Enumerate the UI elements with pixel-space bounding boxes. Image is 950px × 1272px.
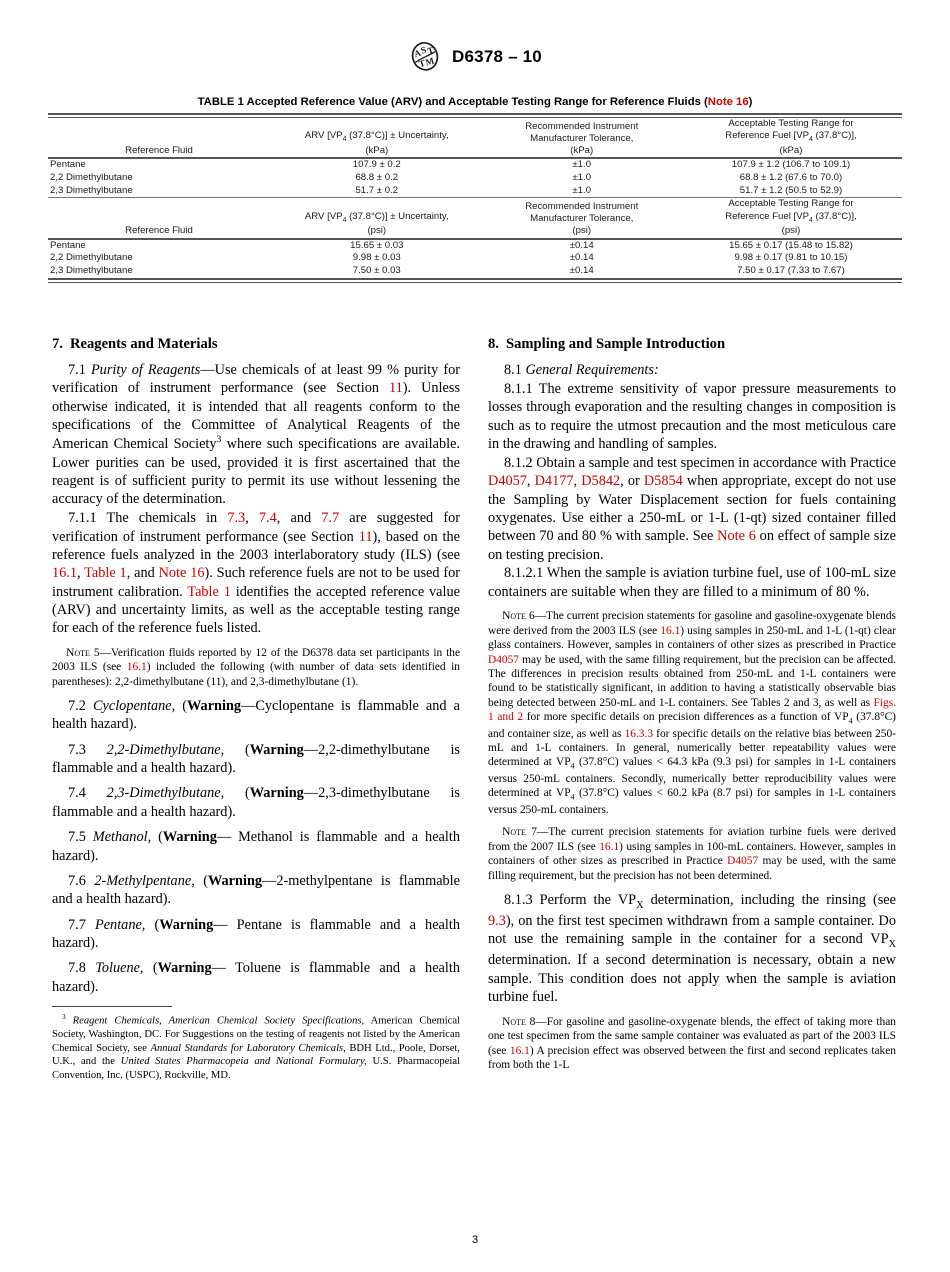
header-arv-psi-unit: (psi) bbox=[367, 225, 387, 237]
note-7-c: may be used, with the same filling requirement, but the precision has not been determined. bbox=[488, 855, 896, 882]
header-arv-kpa-unit: (kPa) bbox=[365, 145, 389, 157]
cell-fluid: 2,3 Dimethylbutane bbox=[50, 265, 133, 276]
p-7-2-open: ( bbox=[175, 698, 188, 715]
header-arv-psi-a: ARV [VP bbox=[304, 210, 343, 222]
section-7-number: 7. bbox=[52, 336, 63, 352]
p-7-1-b: ). Unless otherwise indicated, it is intended that all reagents conform to the specifications of the Committee of Analytical Reagents of the American Chemical Society bbox=[52, 380, 461, 453]
cell-fluid: Pentane bbox=[50, 159, 86, 171]
note-6-e: (37.8°C) and container size, as well as bbox=[488, 710, 896, 740]
cell-fluid: 2,2 Dimethylbutane bbox=[50, 172, 133, 184]
p-7-1-1-d: are suggested for verification of instrument performance (see Section bbox=[52, 510, 460, 545]
ref-section-11-b[interactable]: 11 bbox=[358, 528, 373, 545]
table-header-row-kpa bbox=[48, 118, 902, 159]
p-7-1-1-e: ), based on the reference fuels analyzed in the 2003 interlaboratory study (ILS) (see bbox=[52, 528, 461, 563]
header-arv-psi-sub: 4 bbox=[342, 216, 347, 224]
svg-text:M: M bbox=[424, 55, 436, 68]
section-8-number: 8. bbox=[488, 336, 499, 352]
paragraph-8-1-1 bbox=[488, 380, 896, 453]
paragraph-7-1-1 bbox=[52, 509, 460, 638]
section-8-heading bbox=[488, 336, 896, 353]
header-reference-fluid-kpa: Reference Fluid bbox=[125, 145, 193, 157]
header-arv-psi bbox=[270, 198, 484, 238]
header-arv-kpa-sub: 4 bbox=[342, 136, 347, 144]
warning-label: Warning bbox=[159, 916, 214, 933]
paragraph-7-5 bbox=[52, 828, 460, 865]
ref-d4057-note6[interactable]: D4057 bbox=[488, 653, 520, 666]
header-range-kpa-l1: Acceptable Testing Range for bbox=[728, 118, 854, 130]
p-7-5-dash: — bbox=[216, 829, 239, 846]
note-7-number: 7— bbox=[525, 826, 549, 839]
note-6-g: (37.8°C) values < 64.3 kPa (9.3 psi) for samples in 1-L containers versus 250-mL containers. Secondly, numerically better reproducibility values were determined at VP bbox=[488, 756, 896, 800]
cell-range: 51.7 ± 1.2 (50.5 to 52.9) bbox=[739, 184, 843, 196]
ref-d5854[interactable]: D5854 bbox=[643, 473, 683, 490]
table-1-container bbox=[48, 96, 902, 283]
note-7-b: ) using samples in 100-mL containers. However, samples in containers of other sizes as prescribed in Practice bbox=[488, 840, 896, 868]
p-8-1-3-c: ), on the first test specimen withdrawn from a sample container. Do not use the remaining sample in the container for a second VP bbox=[488, 913, 896, 948]
header-tolerance-psi-unit: (psi) bbox=[572, 225, 592, 237]
section-7-heading bbox=[52, 336, 460, 353]
p-7-5-number: 7.5 bbox=[68, 829, 86, 846]
p-7-2-number: 7.2 bbox=[68, 698, 86, 715]
header-tolerance-kpa bbox=[484, 118, 680, 159]
cell-arv: 7.50 ± 0.03 bbox=[352, 265, 401, 276]
p-8-1-italic: General Requirements: bbox=[525, 362, 659, 378]
ref-7-7[interactable]: 7.7 bbox=[321, 510, 340, 527]
p-8-1-3-a: Perform the VP bbox=[532, 891, 637, 908]
cell-tolerance: ±1.0 bbox=[572, 159, 592, 171]
paragraph-7-8 bbox=[52, 959, 460, 996]
paragraph-8-1-2 bbox=[488, 454, 896, 564]
note-5-label: Note bbox=[66, 645, 90, 659]
table-row bbox=[48, 159, 902, 172]
ref-section-11[interactable]: 11 bbox=[388, 380, 403, 397]
paragraph-7-6 bbox=[52, 872, 460, 909]
p-7-6-dash: — bbox=[262, 872, 277, 889]
cell-arv: 68.8 ± 0.2 bbox=[355, 172, 399, 184]
p-7-8-dash: — bbox=[211, 960, 235, 977]
p-8-1-1-number: 8.1.1 bbox=[504, 380, 533, 397]
p-8-1-2-e: when appropriate, except do not use the Sampling by Water Displacement section for fuels containing oxygenates. Use either a 250-mL or 1-L (1-qt) sized container filled between 70 and 80 % with sample. See bbox=[488, 473, 896, 545]
header-arv-kpa bbox=[270, 118, 484, 159]
header-range-psi-l2a: Reference Fuel [VP bbox=[725, 210, 809, 222]
ref-figs-1-2[interactable]: Figs. 1 and 2 bbox=[488, 696, 896, 723]
p-7-7-name: Pentane, bbox=[94, 916, 146, 933]
header-tolerance-kpa-l2: Manufacturer Tolerance, bbox=[530, 132, 634, 144]
p-8-1-2-1-text: When the sample is aviation turbine fuel, use of 100-mL size containers are suitable when they are filled to a minimum of 80 %. bbox=[488, 565, 896, 600]
footnote-text-2: BDH Ltd., Poole, Dorset, U.K., and the bbox=[52, 1042, 460, 1068]
svg-text:S: S bbox=[419, 44, 428, 56]
ref-7-3[interactable]: 7.3 bbox=[227, 510, 246, 527]
p-7-3-number: 7.3 bbox=[68, 741, 86, 758]
header-arv-kpa-a: ARV [VP bbox=[304, 130, 343, 142]
note-8-label: Note bbox=[502, 1014, 526, 1028]
note-7 bbox=[488, 825, 896, 883]
p-7-6-number: 7.6 bbox=[68, 872, 86, 889]
cell-range: 68.8 ± 1.2 (67.6 to 70.0) bbox=[739, 172, 843, 184]
table-1-caption bbox=[48, 96, 902, 108]
note-5-b: ) included the following (with number of data sets identified in parentheses): 2,2-dimethylbutane (11), and 2,3-dimethylbutane (1). bbox=[52, 661, 460, 688]
p-8-1-3-sub-1: X bbox=[636, 899, 644, 911]
note-7-label: Note bbox=[502, 825, 526, 839]
table-row bbox=[48, 185, 902, 198]
table-caption-close: ) bbox=[748, 96, 753, 108]
note-6-sub-2: 4 bbox=[570, 761, 575, 771]
svg-text:A: A bbox=[412, 47, 423, 60]
p-8-1-2-c: , bbox=[573, 473, 582, 490]
p-8-1-3-b: determination, including the rinsing (see bbox=[643, 891, 896, 908]
warning-label: Warning bbox=[208, 872, 263, 889]
note-5 bbox=[52, 646, 460, 689]
header-arv-kpa-b: (37.8°C)] ± Uncertainty, bbox=[346, 130, 449, 142]
warning-label: Warning bbox=[249, 785, 304, 802]
p-7-1-c: where such specifications are available. Lower purities can be used, provided it is first ascertained that the reagent is of sufficient purity to permit its use without lessening the accuracy of the determination. bbox=[52, 436, 460, 508]
cell-arv: 9.98 ± 0.03 bbox=[352, 252, 401, 264]
p-7-1-italic-lead: Purity of Reagents bbox=[90, 362, 201, 378]
table-header-row-psi bbox=[48, 198, 902, 238]
cell-fluid: 2,3 Dimethylbutane bbox=[50, 184, 133, 196]
cell-arv: 51.7 ± 0.2 bbox=[355, 184, 399, 196]
p-7-4-dash: — bbox=[303, 785, 319, 802]
header-tolerance-psi-l2: Manufacturer Tolerance, bbox=[530, 213, 634, 225]
p-7-4-name: 2,3-Dimethylbutane, bbox=[106, 785, 225, 802]
section-7-title: Reagents and Materials bbox=[69, 336, 218, 352]
p-8-1-3-number: 8.1.3 bbox=[504, 891, 533, 908]
paragraph-7-2 bbox=[52, 697, 460, 734]
note-8-number: 8— bbox=[525, 1015, 547, 1028]
section-8-title: Sampling and Sample Introduction bbox=[505, 336, 726, 352]
header-range-kpa-sub: 4 bbox=[809, 136, 813, 144]
note-6-d: for more specific details on precision differences as a function of VP bbox=[523, 710, 849, 723]
note-8 bbox=[488, 1015, 896, 1073]
note-6-c: may be used, with the same filling requirement, but the precision can be affected. The differences in precision results obtained from 250-mL and 1-L containers were found to be statistically significant, in addition to having a statistically observable bias being detected between 250-mL and 1-L containers. See Tables 2 and 3, as well as bbox=[488, 653, 896, 709]
p-7-5-text: Methanol is flammable and a health hazard). bbox=[52, 829, 460, 864]
footnote-separator bbox=[52, 1006, 172, 1007]
cell-range: 107.9 ± 1.2 (106.7 to 109.1) bbox=[731, 159, 851, 171]
p-7-3-dash: — bbox=[303, 741, 319, 758]
note-6 bbox=[488, 609, 896, 817]
footnote-3-marker: 3 bbox=[62, 1013, 66, 1022]
ref-16-3-3[interactable]: 16.3.3 bbox=[624, 727, 654, 740]
p-7-6-name: 2-Methylpentane, bbox=[94, 872, 195, 889]
warning-label: Warning bbox=[249, 741, 304, 758]
header-range-psi-sub: 4 bbox=[809, 216, 813, 224]
footnote-3 bbox=[52, 1013, 460, 1082]
paragraph-7-7 bbox=[52, 916, 460, 953]
ref-d4057[interactable]: D4057 bbox=[488, 473, 527, 490]
p-7-3-name: 2,2-Dimethylbutane, bbox=[106, 741, 225, 758]
ref-table-1[interactable]: Table 1 bbox=[84, 565, 127, 582]
paragraph-8-1 bbox=[488, 361, 896, 379]
p-7-8-name: Toluene, bbox=[95, 960, 144, 977]
cell-range: 15.65 ± 0.17 (15.48 to 15.82) bbox=[729, 239, 853, 251]
p-8-1-2-b: , bbox=[526, 473, 535, 490]
note-5-number: 5— bbox=[89, 646, 111, 659]
note-7-a: The current precision statements for aviation turbine fuels were derived from the 2007 ILS (see bbox=[488, 826, 896, 853]
header-tolerance-kpa-unit: (kPa) bbox=[570, 145, 594, 157]
p-8-1-2-a: Obtain a sample and test specimen in accordance with Practice bbox=[532, 454, 896, 471]
cell-arv: 15.65 ± 0.03 bbox=[350, 239, 404, 251]
cell-arv: 107.9 ± 0.2 bbox=[352, 159, 401, 171]
p-8-1-2-number: 8.1.2 bbox=[504, 454, 533, 471]
cell-tolerance: ±0.14 bbox=[569, 265, 594, 276]
footnote-title-1: Reagent Chemicals, American Chemical Society Specifications bbox=[72, 1015, 362, 1027]
note-6-h: (37.8°C) values < 60.2 kPa (8.7 psi) for samples in 1-L containers versus 250-mL containers. bbox=[488, 787, 896, 816]
note-8-b: ) A precision effect was observed between the first and second replicates taken from both the 1-L bbox=[488, 1044, 897, 1071]
ref-7-4[interactable]: 7.4 bbox=[258, 510, 277, 527]
p-7-8-number: 7.8 bbox=[68, 960, 86, 977]
note-5-a: Verification fluids reported by 12 of the D6378 data set participants in the 2003 ILS (see bbox=[52, 646, 461, 674]
table-bottom-rule bbox=[48, 279, 902, 283]
p-7-1-1-f: , bbox=[77, 565, 85, 582]
header-range-kpa-l2b: (37.8°C)], bbox=[812, 130, 857, 142]
p-7-2-dash: — bbox=[241, 698, 256, 715]
paragraph-7-3 bbox=[52, 741, 460, 778]
left-column bbox=[52, 336, 460, 1082]
p-7-2-name: Cyclopentane, bbox=[92, 698, 176, 715]
p-7-1-1-h: ). Such reference fuels are not to be used for instrument calibration. bbox=[52, 565, 461, 600]
warning-label: Warning bbox=[157, 960, 212, 977]
ref-table-1-b[interactable]: Table 1 bbox=[187, 583, 231, 600]
ref-note-6[interactable]: Note 6 bbox=[717, 528, 756, 545]
header-tolerance-kpa-l1: Recommended Instrument bbox=[525, 120, 639, 132]
p-7-4-text: 2,3-dimethylbutane is flammable and a health hazard). bbox=[52, 785, 460, 820]
p-7-6-open: ( bbox=[194, 872, 209, 889]
header-range-psi-l1: Acceptable Testing Range for bbox=[728, 198, 854, 210]
p-7-8-text: Toluene is flammable and a health hazard). bbox=[52, 960, 460, 995]
header-tolerance-psi bbox=[484, 198, 680, 238]
p-7-1-a: —Use chemicals of at least 99 % purity for verification of instrument performance (see Section bbox=[52, 362, 460, 397]
page-number: 3 bbox=[471, 1234, 479, 1246]
p-7-1-1-a: The chemicals in bbox=[96, 510, 228, 527]
header-arv-psi-b: (37.8°C)] ± Uncertainty, bbox=[346, 210, 449, 222]
p-7-8-open: ( bbox=[143, 960, 158, 977]
table-row bbox=[48, 265, 902, 279]
footnote-title-2: Annual Standards for Laboratory Chemicals, bbox=[150, 1042, 346, 1054]
table-row bbox=[48, 240, 902, 253]
header-range-kpa-unit: (kPa) bbox=[779, 145, 803, 157]
p-7-1-1-number: 7.1.1 bbox=[68, 510, 97, 527]
paragraph-8-1-2-1 bbox=[488, 564, 896, 601]
p-7-1-1-c: , and bbox=[276, 510, 322, 527]
note-6-b: ) using samples in 250-mL and 1-L (1-qt) clear glass containers. However, samples in containers of other sizes as prescribed in Practice bbox=[488, 624, 896, 652]
page-header bbox=[0, 0, 950, 82]
cell-range: 7.50 ± 0.17 (7.33 to 7.67) bbox=[737, 265, 845, 276]
p-7-1-number: 7.1 bbox=[68, 362, 86, 378]
p-7-7-open: ( bbox=[145, 916, 160, 933]
table-row bbox=[48, 252, 902, 265]
p-7-1-1-g: , and bbox=[126, 565, 159, 582]
note-6-label: Note bbox=[502, 609, 526, 623]
p-7-2-text: Cyclopentane is flammable and a health hazard). bbox=[52, 698, 461, 733]
right-column bbox=[488, 336, 896, 1082]
p-7-5-name: Methanol, bbox=[92, 829, 152, 846]
header-range-psi bbox=[680, 198, 902, 238]
p-7-1-1-i: identifies the accepted reference value (ARV) and uncertainty limits, as well as the acceptable testing range for each of the reference fuels listed. bbox=[52, 583, 460, 637]
ref-9-3[interactable]: 9.3 bbox=[488, 913, 506, 930]
warning-label: Warning bbox=[187, 698, 242, 715]
p-8-1-2-1-number: 8.1.2.1 bbox=[504, 565, 544, 582]
p-8-1-number: 8.1 bbox=[504, 362, 522, 378]
p-7-7-text: Pentane is flammable and a health hazard). bbox=[52, 916, 460, 951]
svg-text:T: T bbox=[426, 44, 436, 57]
note-6-number: 6— bbox=[525, 610, 547, 623]
p-8-1-3-sub-2: X bbox=[888, 939, 896, 951]
document-designation: D6378 – 10 bbox=[452, 47, 542, 66]
table-1 bbox=[48, 113, 902, 283]
cell-fluid: 2,2 Dimethylbutane bbox=[50, 252, 133, 264]
header-range-kpa-l2a: Reference Fuel [VP bbox=[725, 130, 809, 142]
cell-tolerance: ±0.14 bbox=[569, 239, 594, 251]
p-7-7-dash: — bbox=[213, 916, 237, 933]
table-caption-main: TABLE 1 Accepted Reference Value (ARV) and Acceptable Testing Range for Reference Fluids ( bbox=[197, 96, 708, 108]
p-7-6-text: 2-methylpentane is flammable and a health hazard). bbox=[52, 872, 461, 908]
cell-range: 9.98 ± 0.17 (9.81 to 10.15) bbox=[734, 252, 848, 264]
header-range-psi-unit: (psi) bbox=[781, 225, 801, 237]
cell-tolerance: ±1.0 bbox=[572, 172, 592, 184]
cell-tolerance: ±1.0 bbox=[572, 184, 592, 196]
note-8-a: For gasoline and gasoline-oxygenate blends, the effect of taking more than one test specimen from the same sample container was evaluated as part of the 2003 ILS (see bbox=[488, 1015, 896, 1057]
ref-16-1-note8[interactable]: 16.1 bbox=[509, 1044, 530, 1057]
ref-16-1-note5[interactable]: 16.1 bbox=[126, 661, 147, 674]
paragraph-7-1 bbox=[52, 361, 460, 509]
note-6-a: The current precision statements for gasoline and gasoline-oxygenate blends were derived from the 2003 ILS (see bbox=[488, 610, 896, 637]
footnote-marker-3[interactable]: 3 bbox=[216, 434, 222, 446]
p-7-7-number: 7.7 bbox=[68, 916, 86, 933]
ref-d4057-note7[interactable]: D4057 bbox=[727, 855, 759, 868]
p-7-4-open: ( bbox=[224, 785, 250, 802]
p-8-1-2-d: , or bbox=[620, 473, 644, 490]
cell-tolerance: ±0.14 bbox=[569, 252, 594, 264]
astm-logo-icon bbox=[408, 40, 442, 74]
p-7-3-open: ( bbox=[224, 741, 250, 758]
cell-fluid: Pentane bbox=[50, 239, 86, 251]
ref-d4177[interactable]: D4177 bbox=[534, 473, 574, 490]
note-6-sub-1: 4 bbox=[848, 716, 853, 726]
table-row bbox=[48, 172, 902, 185]
body-columns bbox=[0, 336, 950, 1082]
footnote-text-3: U.S. Pharmacopeial Convention, Inc. (USPC), Rockville, MD. bbox=[52, 1056, 460, 1081]
p-7-5-open: ( bbox=[151, 829, 163, 846]
table-caption-note-ref: Note 16 bbox=[707, 96, 749, 108]
footnote-text-1: , American Chemical Society, Washington, DC. For Suggestions on the testing of reagents not listed by the American Chemical Society, see bbox=[52, 1015, 460, 1054]
note-6-f: for specific details on the relative bias between 250-mL and 1-L containers. In general, numerically better repeatability values were determined at VP bbox=[488, 727, 896, 769]
header-tolerance-psi-l1: Recommended Instrument bbox=[525, 200, 639, 212]
ref-d5842[interactable]: D5842 bbox=[581, 473, 621, 490]
svg-text:T: T bbox=[417, 57, 427, 70]
ref-note-16[interactable]: Note 16 bbox=[158, 565, 205, 582]
paragraph-7-4 bbox=[52, 784, 460, 821]
p-8-1-3-d: determination. If a second determination is necessary, obtain a new sample. This condition does not apply when the sample is aviation turbine fuel. bbox=[488, 952, 896, 1006]
ref-16-1-note6[interactable]: 16.1 bbox=[660, 624, 681, 637]
ref-16-1-note7[interactable]: 16.1 bbox=[599, 840, 620, 853]
footnote-title-3: United States Pharmacopeia and National Formulary, bbox=[120, 1056, 367, 1068]
p-7-3-text: 2,2-dimethylbutane is flammable and a health hazard). bbox=[52, 741, 460, 777]
p-8-1-2-f: on effect of sample size on testing precision. bbox=[488, 528, 896, 563]
header-range-psi-l2b: (37.8°C)], bbox=[812, 210, 857, 222]
header-reference-fluid-psi: Reference Fluid bbox=[125, 225, 193, 237]
paragraph-8-1-3 bbox=[488, 891, 896, 1007]
p-8-1-1-text: The extreme sensitivity of vapor pressure measurements to losses through evaporation and the resulting changes in composition is such as to require the utmost precaution and the most meticulous care in the drawing and handling of samples. bbox=[488, 380, 896, 452]
header-range-kpa bbox=[680, 118, 902, 159]
ref-16-1[interactable]: 16.1 bbox=[52, 565, 78, 582]
p-7-1-1-b: , bbox=[245, 510, 259, 527]
note-6-sub-3: 4 bbox=[570, 792, 575, 802]
p-7-4-number: 7.4 bbox=[68, 785, 86, 802]
warning-label: Warning bbox=[162, 829, 217, 846]
